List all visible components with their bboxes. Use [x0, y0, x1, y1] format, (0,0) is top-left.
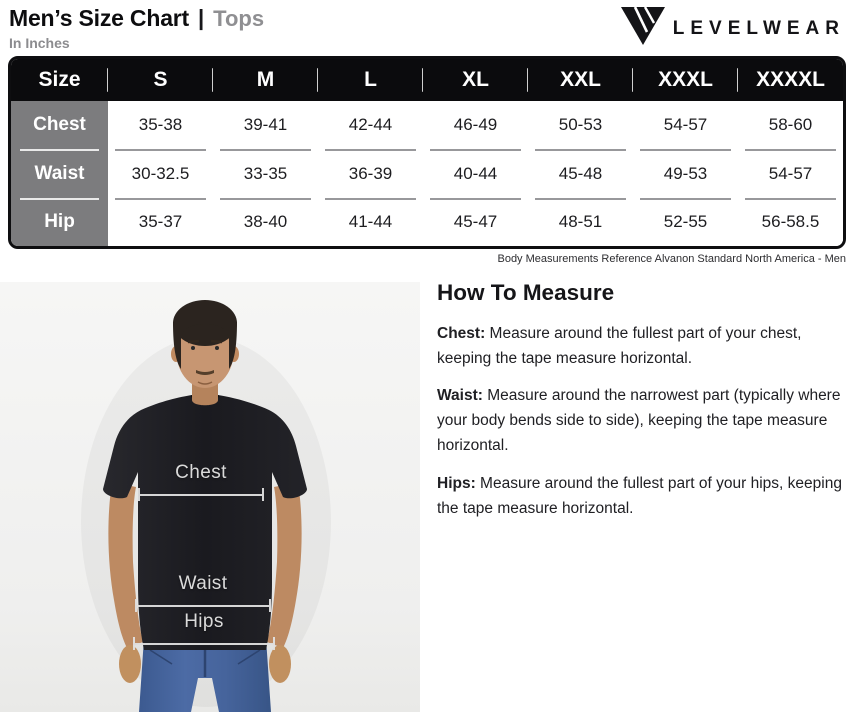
- levelwear-triangle-w-icon: [620, 6, 666, 51]
- cell-waist-l: 36-39: [318, 149, 423, 198]
- column-header-xxxl: XXXL: [633, 59, 738, 101]
- model-photo: [0, 282, 420, 712]
- measure-instruction-waist: [437, 383, 851, 458]
- cell-waist-xl: 40-44: [423, 149, 528, 198]
- cell-chest-xxxl: 54-57: [633, 101, 738, 149]
- cell-waist-xxxl: 49-53: [633, 149, 738, 198]
- cell-hip-m: 38-40: [213, 198, 318, 246]
- hips-measure-label: Hips: [184, 611, 224, 632]
- size-chart-table: [8, 56, 846, 249]
- cell-hip-xl: 45-47: [423, 198, 528, 246]
- column-header-l: L: [318, 59, 423, 101]
- cell-chest-xl: 46-49: [423, 101, 528, 149]
- cell-waist-m: 33-35: [213, 149, 318, 198]
- waist-measurement-overlay: [135, 574, 271, 612]
- waist-measure-label: Waist: [178, 573, 228, 594]
- page-title: Men’s Size Chart: [9, 5, 189, 31]
- page-header: [9, 5, 264, 51]
- cell-chest-l: 42-44: [318, 101, 423, 149]
- instruction-label-chest: Chest:: [437, 325, 486, 342]
- hips-measure-line: [133, 637, 275, 650]
- instruction-label-waist: Waist:: [437, 387, 483, 405]
- how-to-measure-title: How To Measure: [437, 280, 615, 305]
- column-header-xxxxl: XXXXL: [738, 59, 843, 101]
- brand-logo: [620, 6, 845, 51]
- title-row: [9, 5, 264, 32]
- column-header-xl: XL: [423, 59, 528, 101]
- unit-note: In Inches: [9, 35, 70, 51]
- measure-instruction-hips: [437, 471, 851, 521]
- cell-chest-m: 39-41: [213, 101, 318, 149]
- instruction-text-chest: Measure around the fullest part of your chest, keeping the tape measure horizontal.: [437, 325, 802, 368]
- column-header-m: M: [213, 59, 318, 101]
- how-to-measure-section: [437, 280, 851, 533]
- cell-hip-xxxl: 52-55: [633, 198, 738, 246]
- cell-waist-xxxxl: 54-57: [738, 149, 843, 198]
- cell-chest-s: 35-38: [108, 101, 213, 149]
- row-header-chest: Chest: [11, 101, 108, 149]
- cell-hip-l: 41-44: [318, 198, 423, 246]
- column-header-s: S: [108, 59, 213, 101]
- instruction-text-waist: Measure around the narrowest part (typically where your body bends side to side), keeping the tape measure horizontal.: [437, 387, 841, 455]
- brand-name: LEVELWEAR: [672, 17, 845, 39]
- instruction-text-hips: Measure around the fullest part of your hips, keeping the tape measure horizontal.: [437, 474, 842, 517]
- table-footnote: Body Measurements Reference Alvanon Standard North America - Men: [497, 253, 846, 265]
- chest-measure-label: Chest: [175, 462, 227, 483]
- cell-hip-xxxxl: 56-58.5: [738, 198, 843, 246]
- hips-measurement-overlay: [133, 612, 275, 650]
- table-corner-header: Size: [11, 59, 108, 101]
- cell-waist-xxl: 45-48: [528, 149, 633, 198]
- column-header-xxl: XXL: [528, 59, 633, 101]
- category-label: Tops: [213, 6, 265, 31]
- cell-chest-xxl: 50-53: [528, 101, 633, 149]
- chest-measurement-overlay: [138, 463, 264, 501]
- row-header-hip: Hip: [11, 198, 108, 246]
- cell-hip-xxl: 48-51: [528, 198, 633, 246]
- title-separator: |: [198, 5, 205, 30]
- measure-instruction-chest: [437, 321, 851, 371]
- chest-measure-line: [138, 488, 264, 501]
- cell-waist-s: 30-32.5: [108, 149, 213, 198]
- cell-hip-s: 35-37: [108, 198, 213, 246]
- cell-chest-xxxxl: 58-60: [738, 101, 843, 149]
- instruction-label-hips: Hips:: [437, 474, 476, 492]
- row-header-waist: Waist: [11, 149, 108, 198]
